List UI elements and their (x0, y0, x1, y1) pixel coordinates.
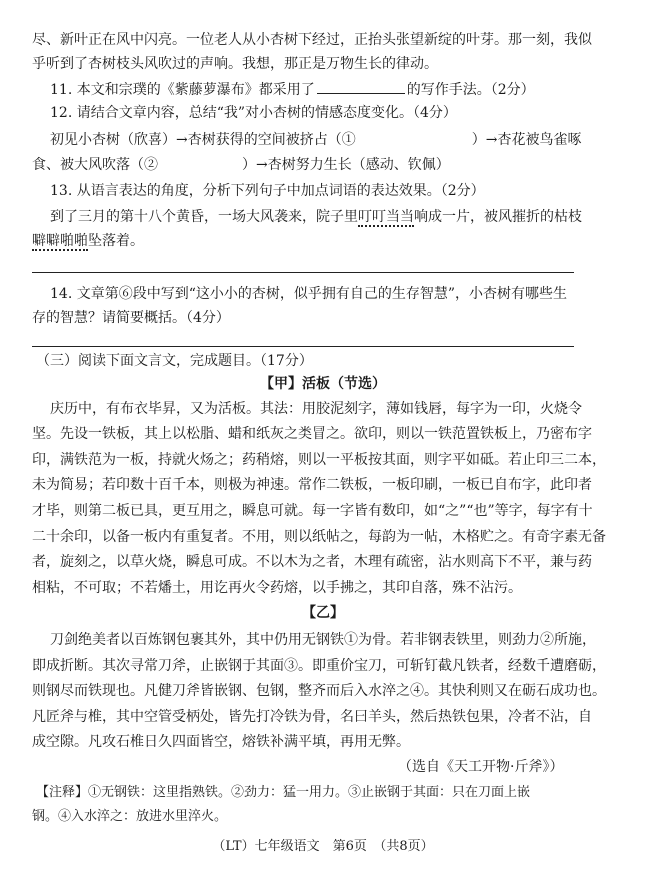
jia-text-line: 未为简易；若印数十百千本，则极为神速。常作二铁板，一板印刷，一板已自布字，此印者 (32, 477, 592, 493)
passage-yi-title: 【乙】 (302, 605, 344, 621)
answer-line[interactable] (32, 272, 574, 273)
question-12-chain-line (32, 155, 450, 175)
question-13-sentence (32, 231, 144, 251)
yi-text-line: 凡匠斧与椎，其中空管受柄处，皆先打冷铁为骨，名曰羊头，然后热铁包果，冷者不沾，自 (32, 709, 592, 725)
chain-text: 初见小杏树（欣喜）→杏树获得的空间被挤占（① (50, 132, 356, 148)
yi-text-line: 刀剑绝美者以百炼钢包裹其外，其中仍用无钢铁①为骨。若非钢表铁里，则劲力②所施， (50, 632, 596, 648)
passage-text-line: 尽、新叶正在风中闪亮。一位老人从小杏树下经过，正抬头张望新绽的叶芽。那一刻，我似 (32, 32, 592, 48)
question-14-line: 存的智慧？请简要概括。（4分） (32, 310, 230, 326)
sentence-text: 响成一片，被风摧折的枯枝 (414, 209, 582, 225)
question-11 (50, 79, 535, 100)
question-13-sentence (50, 207, 582, 227)
jia-text-line: 庆历中，有布衣毕昇，又为活板。其法：用胶泥刻字，薄如钱唇，每字为一印，火烧令 (50, 401, 582, 417)
yi-text-line: 即成折断。其次寻常刀斧，止嵌钢于其面③。即重价宝刀，可斩钉截凡铁者，经数千遭磨砺， (32, 658, 606, 674)
notes-line: 【注释】①无钢铁：这里指熟铁。②劲力：猛一用力。③止嵌钢于其面：只在刀面上嵌 (36, 785, 531, 800)
question-14-line: 14. 文章第⑥段中写到“这小小的杏树，似乎拥有自己的生存智慧”，小杏树有哪些生 (50, 286, 568, 302)
jia-text-line: 相粘，不可取；不若燔土，用讫再火令药熔，以手拂之，其印自落，殊不沾污。 (32, 580, 522, 596)
question-12-stem: 12. 请结合文章内容，总结“我”对小杏树的情感态度变化。（4分） (50, 105, 457, 121)
answer-line[interactable] (32, 346, 574, 347)
source-citation: （选自《天工开物·斤斧》） (398, 759, 564, 775)
chain-text: ）→杏树努力生长（感动、钦佩） (242, 157, 450, 173)
jia-text-line: 坚。先设一铁板，其上以松脂、蜡和纸灰之类冒之。欲印，则以一铁范置铁板上，乃密布字 (32, 426, 592, 442)
jia-text-line: 者，旋刻之，以草火烧，瞬息可成。不以木为之者，木理有疏密，沾水则高下不平，兼与药 (32, 554, 592, 570)
section-heading: （三）阅读下面文言文，完成题目。（17分） (36, 353, 313, 369)
question-13-stem: 13. 从语言表达的角度，分析下列句子中加点词语的表达效果。（2分） (50, 183, 485, 199)
yi-text-line: 成空隙。凡攻石椎日久四面皆空，熔铁补满平填，再用无弊。 (32, 734, 410, 750)
yi-text-line: 则钢尽而铁现也。凡健刀斧皆嵌钢、包钢，整齐而后入水淬之④。其快利则又在砺石成功也。 (32, 683, 606, 699)
chain-text: ）→杏花被鸟雀啄 (471, 132, 582, 148)
question-12-chain-line (50, 130, 581, 150)
question-11-suffix: 的写作手法。（2分） (406, 82, 535, 98)
answer-blank[interactable] (317, 79, 405, 94)
jia-text-line: 二十余印，以备一板内有重复者。不用，则以纸帖之，每韵为一帖，木格贮之。有奇字素无备 (32, 529, 606, 545)
jia-text-line: 才毕，则第二板已具，更互用之，瞬息可就。每一字皆有数印，如“之”“也”等字，每字有十 (32, 503, 593, 519)
sentence-text: 坠落着。 (88, 233, 144, 249)
page-footer: （LT）七年级语文 第6页 （共8页） (212, 839, 434, 854)
passage-text-line: 乎听到了杏树枝头风吹过的声响。我想，那正是万物生长的律动。 (32, 56, 438, 72)
dotted-word: 噼噼啪啪 (32, 233, 88, 249)
dotted-word: 叮叮当当 (358, 209, 414, 225)
question-11-prefix: 11. 本文和宗璞的《紫藤萝瀑布》都采用了 (50, 82, 315, 98)
jia-text-line: 印，满铁范为一板，持就火炀之；药稍熔，则以一平板按其面，则字平如砥。若止印三二本， (32, 452, 606, 468)
sentence-text: 到了三月的第十八个黄昏，一场大风袭来，院子里 (50, 209, 358, 225)
passage-jia-title: 【甲】活板（节选） (260, 376, 386, 392)
chain-text: 食、被大风吹落（② (32, 157, 158, 173)
notes-line: 钢。④入水淬之：放进水里淬火。 (32, 809, 228, 824)
